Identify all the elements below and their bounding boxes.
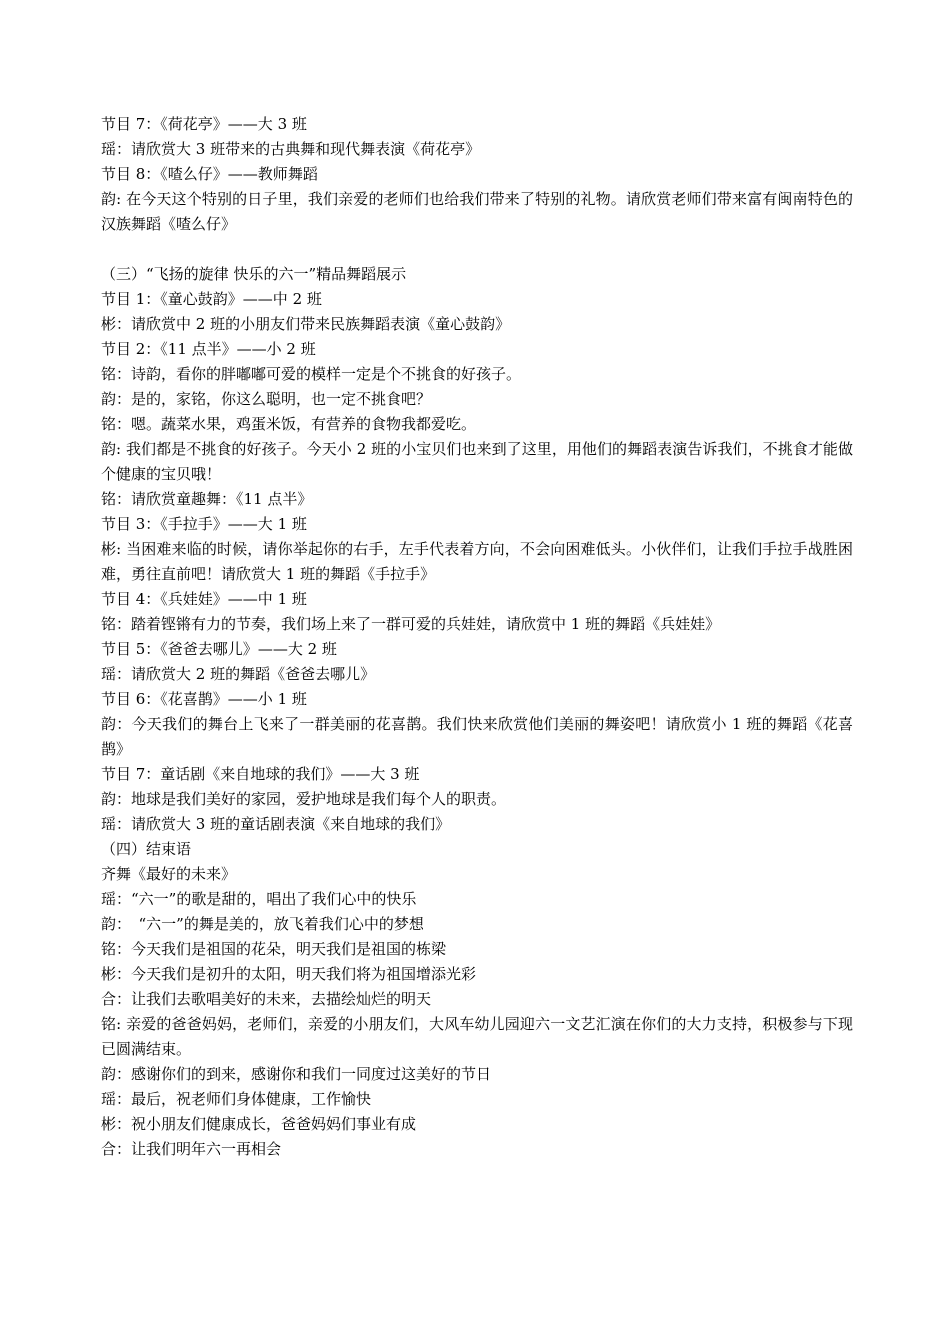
host-line: 铭：嗯。蔬菜水果，鸡蛋米饭，有营养的食物我都爱吃。 [101,415,477,433]
document-body [101,112,853,1162]
host-line: 铭: 亲爱的爸爸妈妈，老师们，亲爱的小朋友们，大风车幼儿园迎六一文艺汇演在你们的大力支持，积极参与下现已圆满结束。 [101,1015,853,1058]
program-title: 节目 2：《11 点半》——小 2 班 [101,340,316,358]
host-line: 铭：踏着铿锵有力的节奏，我们场上来了一群可爱的兵娃娃，请欣赏中 1 班的舞蹈《兵娃娃》 [101,615,721,633]
host-line: 韵：地球是我们美好的家园，爱护地球是我们每个人的职责。 [101,790,507,808]
host-line: 韵: 在今天这个特别的日子里，我们亲爱的老师们也给我们带来了特别的礼物。请欣赏老师们带来富有闽南特色的汉族舞蹈《喳么仔》 [101,190,853,233]
program-title: 节目 3：《手拉手》——大 1 班 [101,515,307,533]
host-line: 韵：是的，家铭，你这么聪明，也一定不挑食吧？ [101,390,432,408]
program-title: 节目 5：《爸爸去哪儿》——大 2 班 [101,640,337,658]
host-line: 韵：今天我们的舞台上飞来了一群美丽的花喜鹊。我们快来欣赏他们美丽的舞姿吧！请欣赏小 1 班的舞蹈《花喜鹊》 [101,715,853,758]
host-line: 铭：今天我们是祖国的花朵，明天我们是祖国的栋梁 [101,940,447,958]
blank-line [101,237,853,262]
host-line: 韵: 我们都是不挑食的好孩子。今天小 2 班的小宝贝们也来到了这里，用他们的舞蹈表演告诉我们，不挑食才能做个健康的宝贝哦！ [101,440,853,483]
program-title: 节目 4：《兵娃娃》——中 1 班 [101,590,307,608]
program-title: 节目 1：《童心鼓韵》——中 2 班 [101,290,322,308]
host-line: 彬：请欣赏中 2 班的小朋友们带来民族舞蹈表演《童心鼓韵》 [101,315,511,333]
host-line: 彬：今天我们是初升的太阳，明天我们将为祖国增添光彩 [101,965,477,983]
program-title: 节目 8：《喳么仔》——教师舞蹈 [101,165,318,183]
host-line: 瑶：“六一”的歌是甜的，唱出了我们心中的快乐 [101,890,417,908]
host-line: 铭：请欣赏童趣舞：《11 点半》 [101,490,313,508]
host-line: 瑶：最后，祝老师们身体健康，工作愉快 [101,1090,372,1108]
program-title: 齐舞《最好的未来》 [101,865,237,883]
program-title: 节目 7：《荷花亭》——大 3 班 [101,115,307,133]
program-title: 节目 7：童话剧《来自地球的我们》——大 3 班 [101,765,420,783]
host-line: 瑶：请欣赏大 2 班的舞蹈《爸爸去哪儿》 [101,665,376,683]
host-line: 合：让我们明年六一再相会 [101,1140,282,1158]
host-line: 韵：感谢你们的到来，感谢你和我们一同度过这美好的节日 [101,1065,492,1083]
host-line: 瑶：请欣赏大 3 班带来的古典舞和现代舞表演《荷花亭》 [101,140,481,158]
host-line: 瑶：请欣赏大 3 班的童话剧表演《来自地球的我们》 [101,815,451,833]
host-line: 彬：祝小朋友们健康成长，爸爸妈妈们事业有成 [101,1115,417,1133]
host-line: 韵： “六一”的舞是美的，放飞着我们心中的梦想 [101,915,424,933]
section-heading: （四）结束语 [101,840,192,858]
section-heading: （三）“飞扬的旋律 快乐的六一”精品舞蹈展示 [101,265,407,283]
host-line: 铭：诗韵，看你的胖嘟嘟可爱的模样一定是个不挑食的好孩子。 [101,365,522,383]
host-line: 合：让我们去歌唱美好的未来，去描绘灿烂的明天 [101,990,432,1008]
host-line: 彬: 当困难来临的时候，请你举起你的右手，左手代表着方向，不会向困难低头。小伙伴们，让我们手拉手战胜困难，勇往直前吧！请欣赏大 1 班的舞蹈《手拉手》 [101,540,853,583]
program-title: 节目 6：《花喜鹊》——小 1 班 [101,690,307,708]
